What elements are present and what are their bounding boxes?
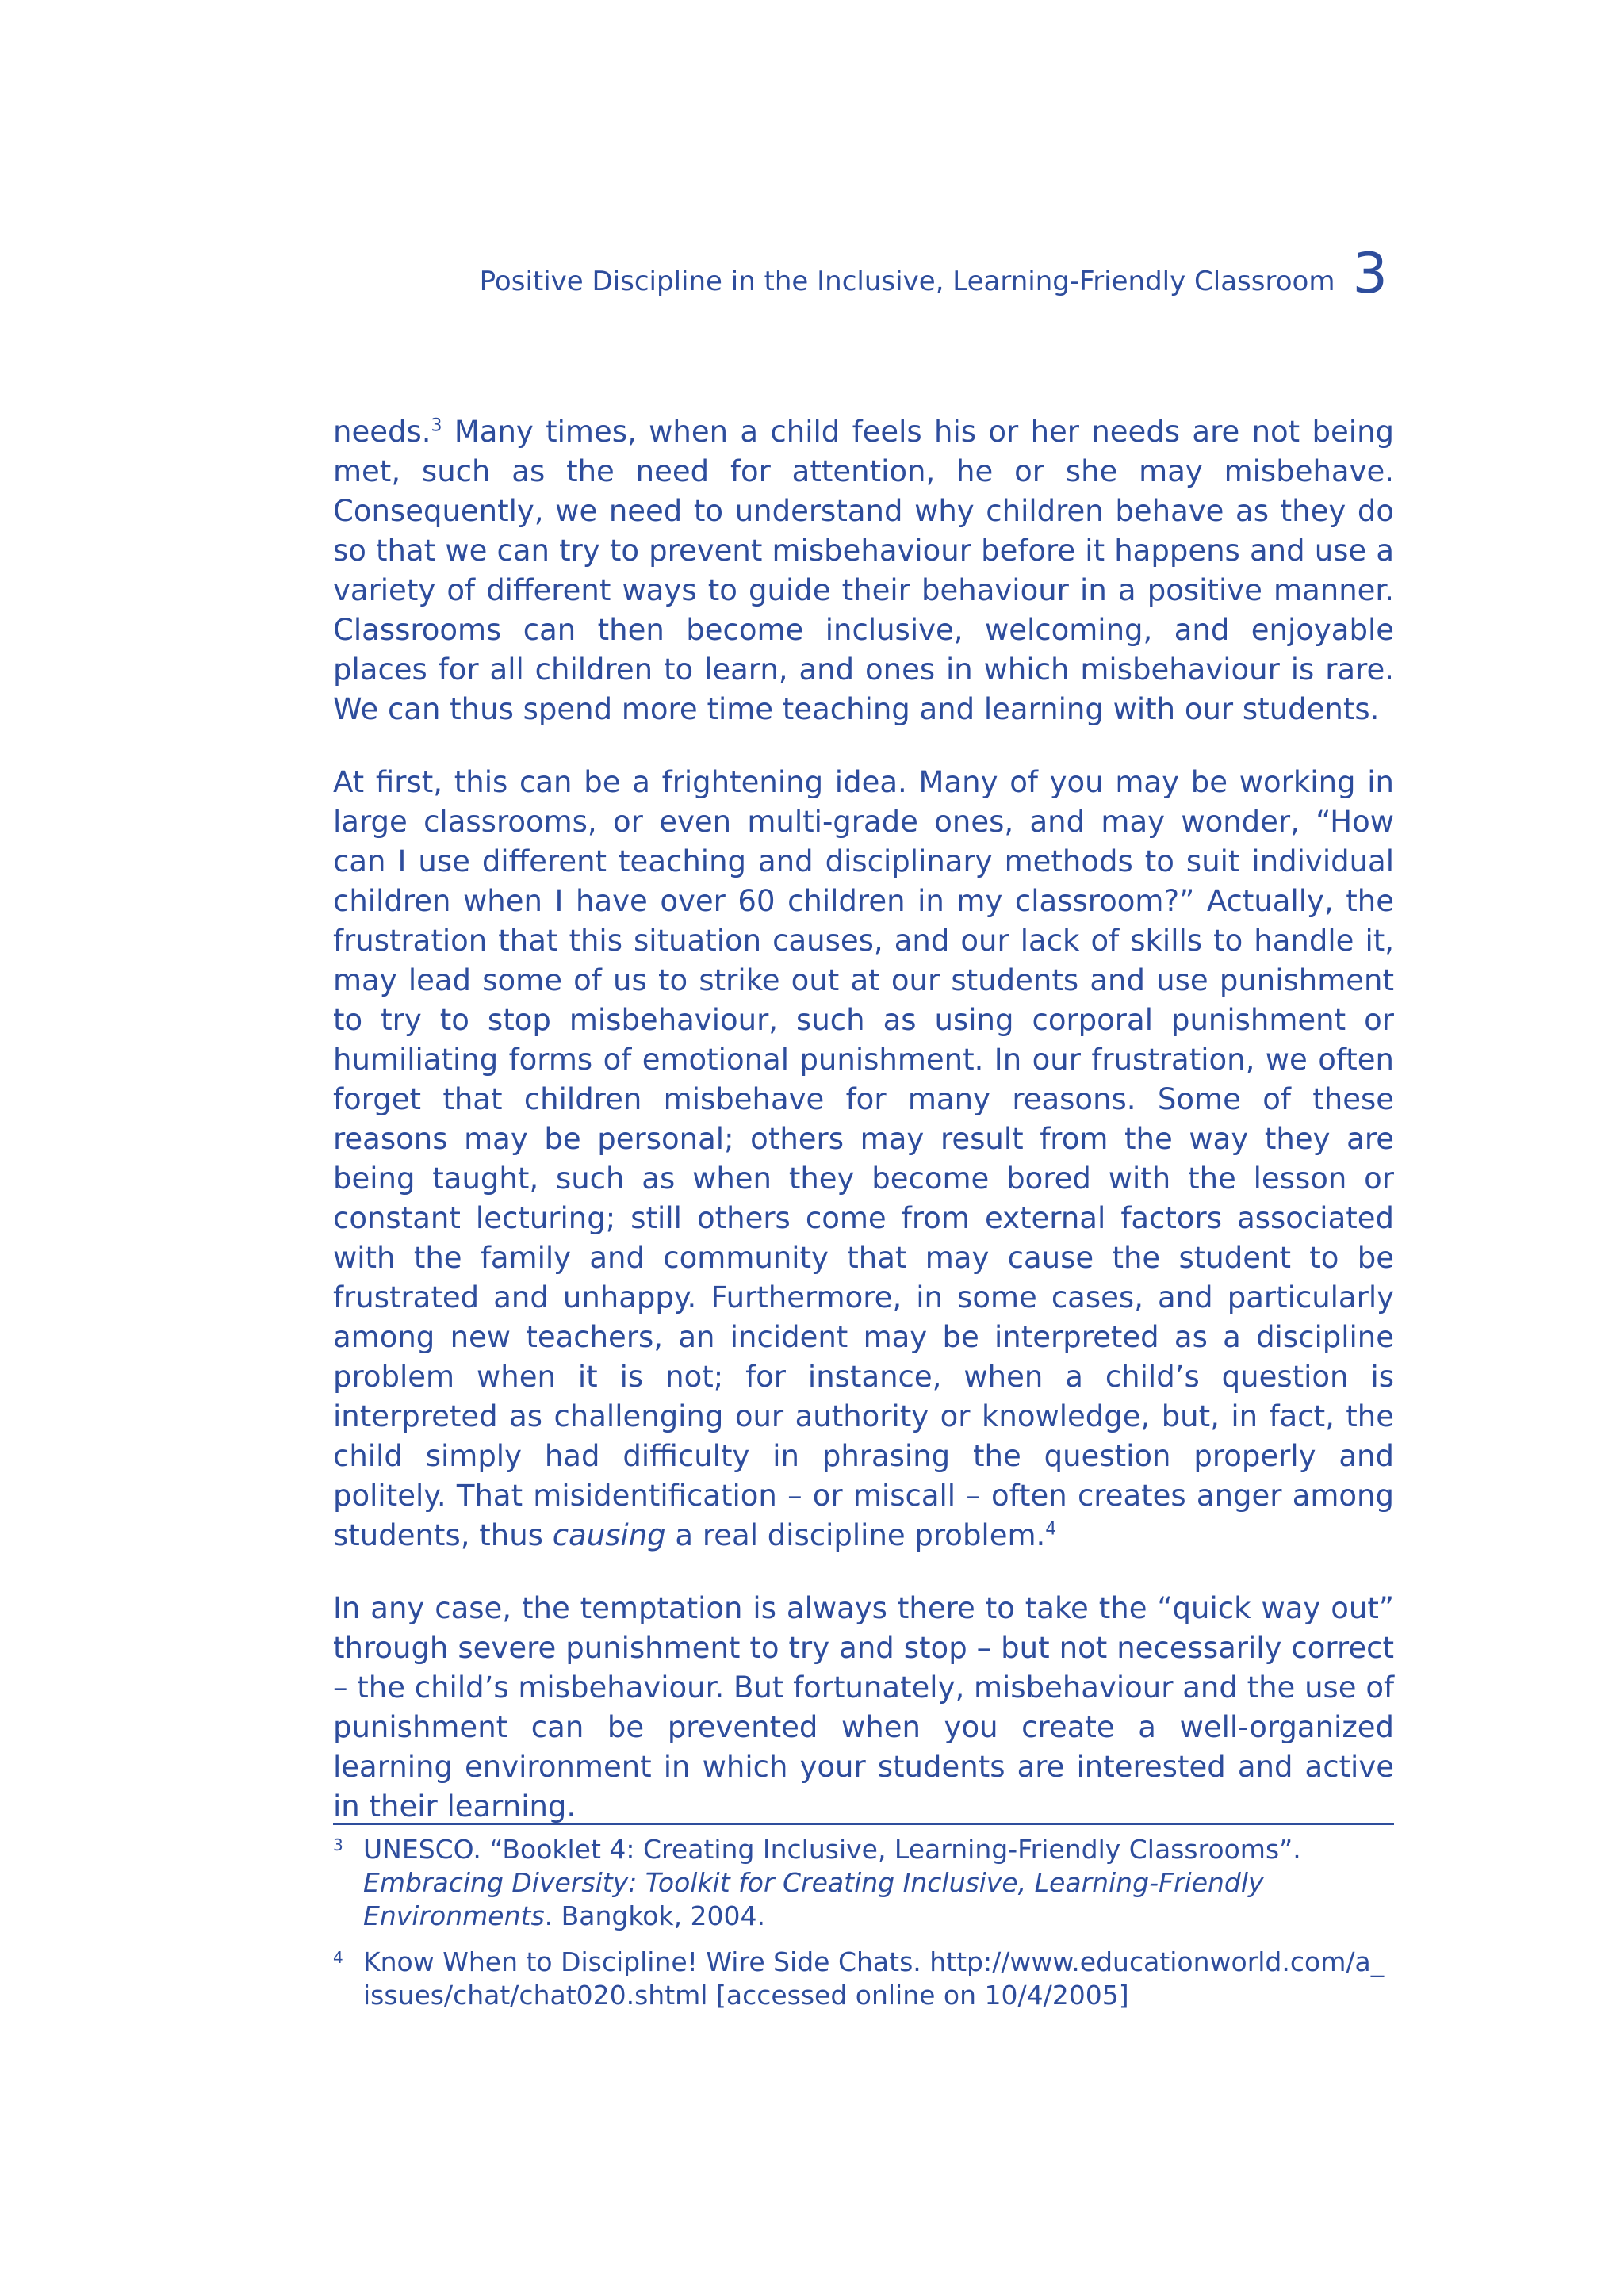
footnote-4-line-2[interactable]: issues/chat/chat020.shtml [accessed online on 10/4/2005]	[363, 1980, 1129, 2011]
body-text	[333, 412, 1394, 1860]
paragraph-1	[333, 412, 1394, 729]
footnote-3-text: UNESCO. “Booklet 4: Creating Inclusive, Learning-Friendly Classrooms”.	[363, 1834, 1301, 1865]
footnote-3-publisher: . Bangkok, 2004.	[544, 1900, 766, 1931]
paragraph-2-emphasis: causing	[552, 1518, 666, 1552]
paragraph-2-end: a real discipline problem.	[665, 1518, 1046, 1552]
running-title: Positive Discipline in the Inclusive, Learning-Friendly Classroom	[479, 266, 1335, 297]
paragraph-2	[333, 763, 1394, 1556]
page-header	[333, 238, 1388, 306]
footnote-4	[333, 1946, 1394, 2012]
footnote-3-title: Embracing Diversity: Toolkit for Creating Inclusive, Learning-Friendly Environments	[363, 1867, 1264, 1931]
paragraph-2-text: At first, this can be a frightening idea. Many of you may be working in large classrooms, or even multi-grade ones, and may wonder, “How can I use different teaching and disciplinary methods to suit individual children when I have over 60 children in my classroom?” Actually, the frustration that this situation causes, and our lack of skills to handle it, may lead some of us to strike out at our students and use punishment to try to stop misbehaviour, such as using corporal punishment or humiliating forms of emotional punishment. In our frustration, we often forget that children misbehave for many reasons. Some of these reasons may be personal; others may result from the way they are being taught, such as when they become bored with the lesson or constant lecturing; still others come from external factors associated with the family and community that may cause the student to be frustrated and unhappy. Furthermore, in some cases, and particularly among new teachers, an incident may be interpreted as a discipline problem when it is not; for instance, when a child’s question is interpreted as challenging our authority or knowledge, but, in fact, the child simply had difficulty in phrasing the question properly and politely. That misidentification – or miscall – often creates anger among students, thus	[333, 765, 1394, 1552]
paragraph-3-text: In any case, the temptation is always there to take the “quick way out” through severe punishment to try and stop – but not necessarily correct – the child’s misbehaviour. But fortunately, misbehaviour and the use of punishment can be prevented when you create a well-organized learning environment in which your students are interested and active in their learning.	[333, 1591, 1394, 1823]
footnote-number: 3	[333, 1835, 343, 1854]
footnotes	[333, 1833, 1394, 2025]
footnote-ref-3[interactable]: 3	[431, 415, 442, 436]
footnote-divider	[333, 1823, 1394, 1825]
footnote-number: 4	[333, 1948, 343, 1967]
footnote-ref-4[interactable]: 4	[1045, 1519, 1057, 1540]
footnote-3	[333, 1833, 1394, 1933]
paragraph-1-rest: Many times, when a child feels his or her needs are not being met, such as the need for attention, he or she may misbehave. Consequently, we need to understand why children behave as they do so that we can try to prevent misbehaviour before it happens and use a variety of different ways to guide their behaviour in a positive manner. Classrooms can then become inclusive, welcoming, and enjoyable places for all children to learn, and ones in which misbehaviour is rare. We can thus spend more time teaching and learning with our students.	[333, 415, 1394, 726]
paragraph-1-start: needs.	[333, 415, 431, 449]
page-number: 3	[1352, 241, 1388, 306]
paragraph-3	[333, 1589, 1394, 1827]
footnote-4-line-1[interactable]: Know When to Discipline! Wire Side Chats. http://www.educationworld.com/a_	[363, 1946, 1385, 1977]
